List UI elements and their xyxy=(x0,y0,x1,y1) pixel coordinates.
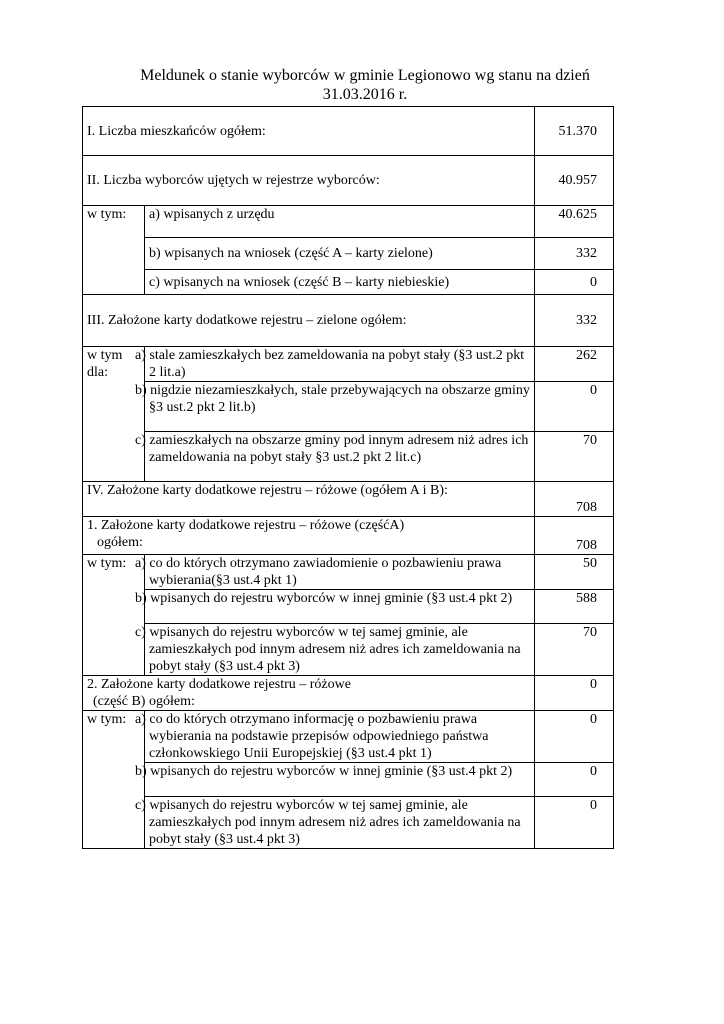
sec2-a-value: 40.625 xyxy=(535,206,614,238)
sec4-2-label-line1: 2. Założone karty dodatkowe rejestru – różowe xyxy=(87,677,351,692)
row-sec3-a xyxy=(83,347,614,382)
sec2-c-value: 0 xyxy=(535,270,614,295)
sec3-c-label: c) zamieszkałych na obszarze gminy pod innym adresem niż adres ich zameldowania na pobyt stały §3 ust.2 pkt 2 lit.c) xyxy=(145,432,535,482)
row-sec4-2-b xyxy=(83,763,614,797)
row-sec1 xyxy=(83,107,614,156)
row-sec4 xyxy=(83,482,614,517)
row-sec3-b xyxy=(83,382,614,432)
row-sec4-2-c xyxy=(83,797,614,849)
row-sec4-2-a xyxy=(83,711,614,763)
sec4-2-value: 0 xyxy=(535,676,614,711)
sec4-1-c-value: 70 xyxy=(535,624,614,676)
title-line-2: 31.03.2016 r. xyxy=(322,86,408,103)
row-sec2-a xyxy=(83,206,614,238)
sec4-1-w-tym: w tym: xyxy=(83,555,145,676)
sec3-b-label: b) nigdzie niezamieszkałych, stale przebywających na obszarze gminy §3 ust.2 pkt 2 lit.b) xyxy=(145,382,535,432)
row-sec3 xyxy=(83,295,614,347)
sec3-c-value: 70 xyxy=(535,432,614,482)
sec3-label: III. Założone karty dodatkowe rejestru – zielone ogółem: xyxy=(83,295,535,347)
sec3-w-tym: w tym dla: xyxy=(83,347,145,482)
sec3-value: 332 xyxy=(535,295,614,347)
title-line-1: Meldunek o stanie wyborców w gminie Legionowo wg stanu na dzień xyxy=(140,67,590,84)
sec3-a-label: a) stale zamieszkałych bez zameldowania na pobyt stały (§3 ust.2 pkt 2 lit.a) xyxy=(145,347,535,382)
sec4-1-label xyxy=(83,517,535,555)
sec4-1-value: 708 xyxy=(535,517,614,555)
sec1-value: 51.370 xyxy=(535,107,614,156)
row-sec4-1 xyxy=(83,517,614,555)
sec4-1-label-line1: 1. Założone karty dodatkowe rejestru – różowe (częśćA) xyxy=(87,518,405,533)
sec4-2-c-value: 0 xyxy=(535,797,614,849)
sec4-label: IV. Założone karty dodatkowe rejestru – różowe (ogółem A i B): xyxy=(83,482,535,517)
sec2-label: II. Liczba wyborców ujętych w rejestrze wyborców: xyxy=(83,156,535,206)
row-sec4-2 xyxy=(83,676,614,711)
sec4-1-b-label: b) wpisanych do rejestru wyborców w innej gminie (§3 ust.4 pkt 2) xyxy=(145,590,535,624)
sec2-c-label: c) wpisanych na wniosek (część B – karty niebieskie) xyxy=(145,270,535,295)
row-sec2-b xyxy=(83,238,614,270)
sec3-a-value: 262 xyxy=(535,347,614,382)
sec2-w-tym: w tym: xyxy=(83,206,145,295)
sec2-b-value: 332 xyxy=(535,238,614,270)
sec4-1-c-label: c) wpisanych do rejestru wyborców w tej samej gminie, ale zamieszkałych pod innym adresem niż adres ich zameldowania na pobyt stały (§3 ust.4 pkt 3) xyxy=(145,624,535,676)
sec2-b-label: b) wpisanych na wniosek (część A – karty zielone) xyxy=(145,238,535,270)
sec2-a-label: a) wpisanych z urzędu xyxy=(145,206,535,238)
sec4-2-c-label: c) wpisanych do rejestru wyborców w tej samej gminie, ale zamieszkałych pod innym adresem niż adres ich zameldowania na pobyt stały (§3 ust.4 pkt 3) xyxy=(145,797,535,849)
sec4-1-a-value: 50 xyxy=(535,555,614,590)
sec4-1-b-value: 588 xyxy=(535,590,614,624)
row-sec3-c xyxy=(83,432,614,482)
sec4-2-b-label: b) wpisanych do rejestru wyborców w innej gminie (§3 ust.4 pkt 2) xyxy=(145,763,535,797)
sec4-2-a-value: 0 xyxy=(535,711,614,763)
row-sec2 xyxy=(83,156,614,206)
sec2-value: 40.957 xyxy=(535,156,614,206)
row-sec4-1-a xyxy=(83,555,614,590)
sec4-2-b-value: 0 xyxy=(535,763,614,797)
sec4-1-a-label: a) co do których otrzymano zawiadomienie o pozbawieniu prawa wybierania(§3 ust.4 pkt 1) xyxy=(145,555,535,590)
report-table xyxy=(82,106,614,849)
sec3-b-value: 0 xyxy=(535,382,614,432)
sec4-2-a-label: a) co do których otrzymano informację o pozbawieniu prawa wybierania na podstawie przepisów odpowiedniego państwa członkowskiego Unii Europejskiej (§3 ust.4 pkt 1) xyxy=(145,711,535,763)
row-sec2-c xyxy=(83,270,614,295)
sec4-2-label xyxy=(83,676,535,711)
sec4-value: 708 xyxy=(535,482,614,517)
document-title xyxy=(100,66,630,104)
row-sec4-1-b xyxy=(83,590,614,624)
sec1-label: I. Liczba mieszkańców ogółem: xyxy=(83,107,535,156)
row-sec4-1-c xyxy=(83,624,614,676)
sec4-1-label-line2: ogółem: xyxy=(97,535,143,550)
sec4-2-w-tym: w tym: xyxy=(83,711,145,849)
sec4-2-label-line2: (część B) ogółem: xyxy=(93,694,195,709)
